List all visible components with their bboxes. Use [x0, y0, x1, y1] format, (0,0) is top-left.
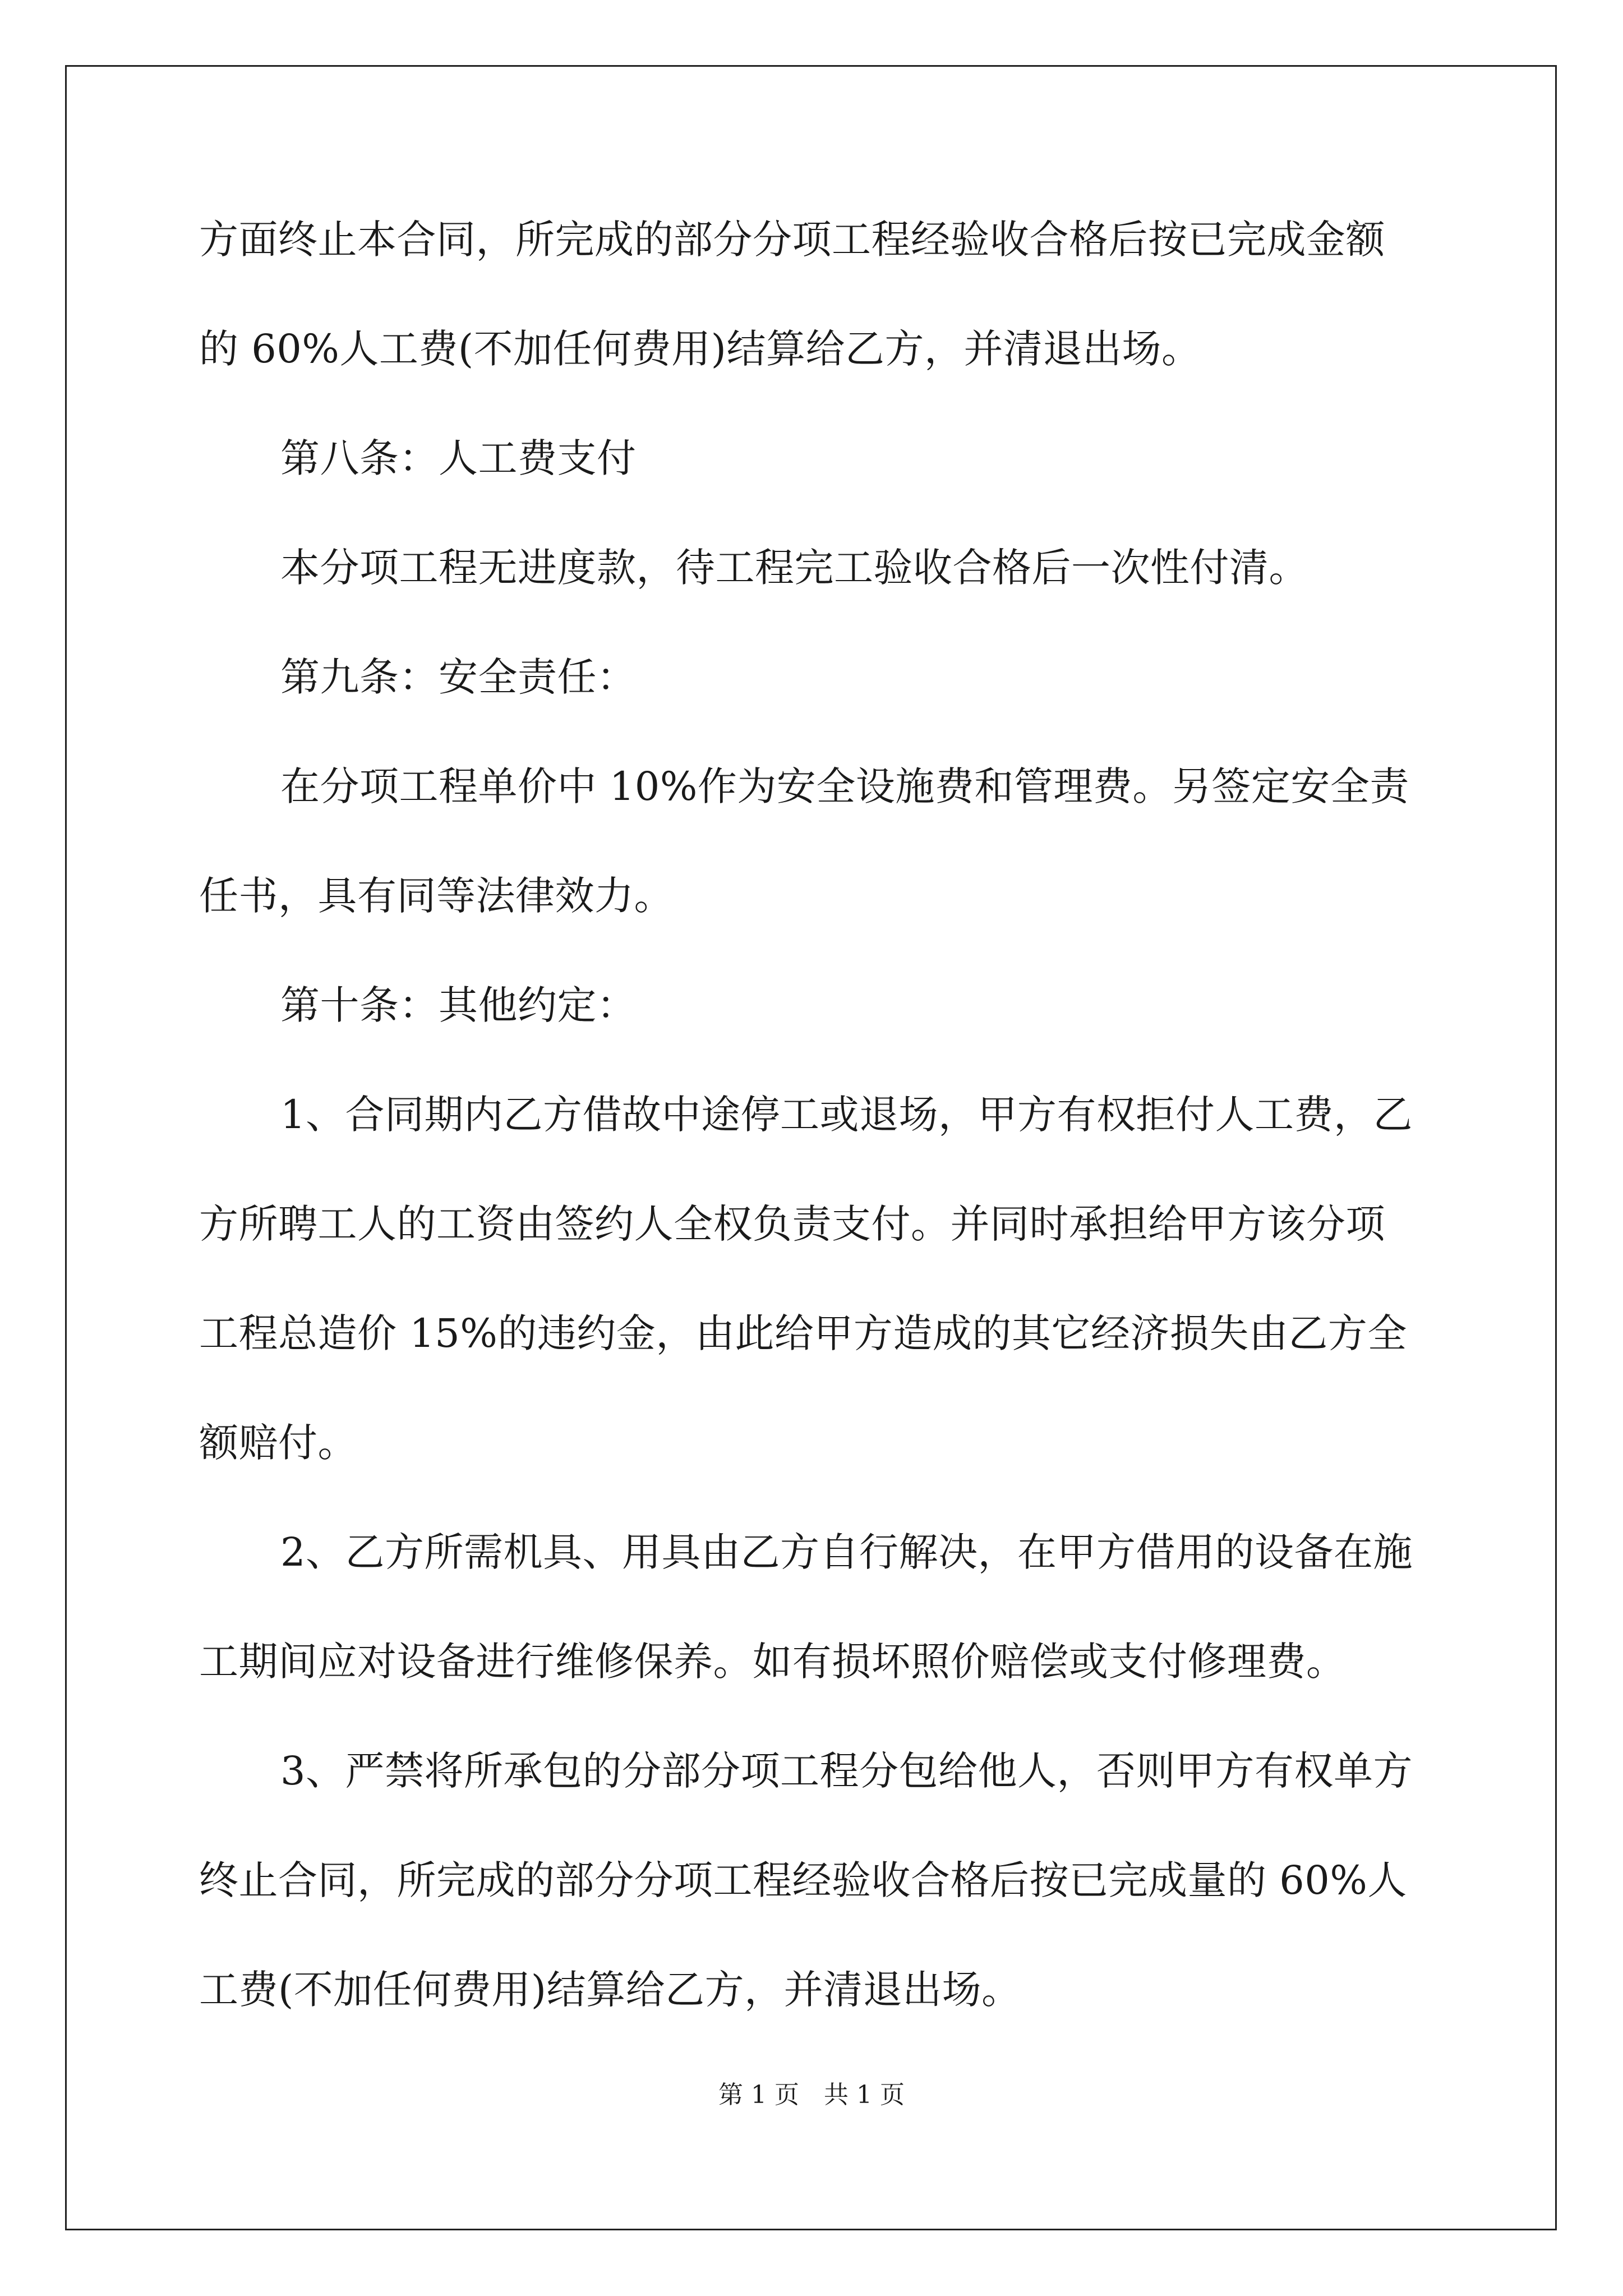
body-text-line: 终止合同，所完成的部分分项工程经验收合格后按已完成量的 60%人 — [199, 1857, 1407, 1903]
section-heading-article-9: 第九条：安全责任： — [280, 654, 637, 700]
body-text-line: 在分项工程单价中 10%作为安全设施费和管理费。另签定安全责 — [280, 763, 1409, 809]
body-text-line: 方面终止本合同，所完成的部分分项工程经验收合格后按已完成金额 — [199, 217, 1385, 263]
list-item-3: 3、严禁将所承包的分部分项工程分包给他人，否则甲方有权单方 — [280, 1748, 1413, 1794]
page-number-footer: 第 1 页 共 1 页 — [718, 2081, 905, 2109]
body-text-line: 额赔付。 — [199, 1420, 357, 1466]
list-item-1: 1、合同期内乙方借故中途停工或退场，甲方有权拒付人工费，乙 — [280, 1092, 1413, 1138]
body-text-line: 工程总造价 15%的违约金，由此给甲方造成的其它经济损失由乙方全 — [199, 1310, 1407, 1356]
section-heading-article-10: 第十条：其他约定： — [280, 982, 637, 1028]
body-text-line: 工期间应对设备进行维修保养。如有损坏照价赔偿或支付修理费。 — [199, 1639, 1346, 1685]
body-text-line: 任书，具有同等法律效力。 — [199, 873, 674, 919]
body-text-line: 方所聘工人的工资由签约人全权负责支付。并同时承担给甲方该分项 — [199, 1201, 1385, 1247]
list-item-2: 2、乙方所需机具、用具由乙方自行解决，在甲方借用的设备在施 — [280, 1529, 1413, 1575]
body-text-line: 工费(不加任何费用)结算给乙方，并清退出场。 — [199, 1967, 1021, 2013]
body-text-line: 的 60%人工费(不加任何费用)结算给乙方，并清退出场。 — [199, 326, 1201, 372]
body-text-line: 本分项工程无进度款，待工程完工验收合格后一次性付清。 — [280, 545, 1308, 591]
section-heading-article-8: 第八条：人工费支付 — [280, 435, 637, 481]
